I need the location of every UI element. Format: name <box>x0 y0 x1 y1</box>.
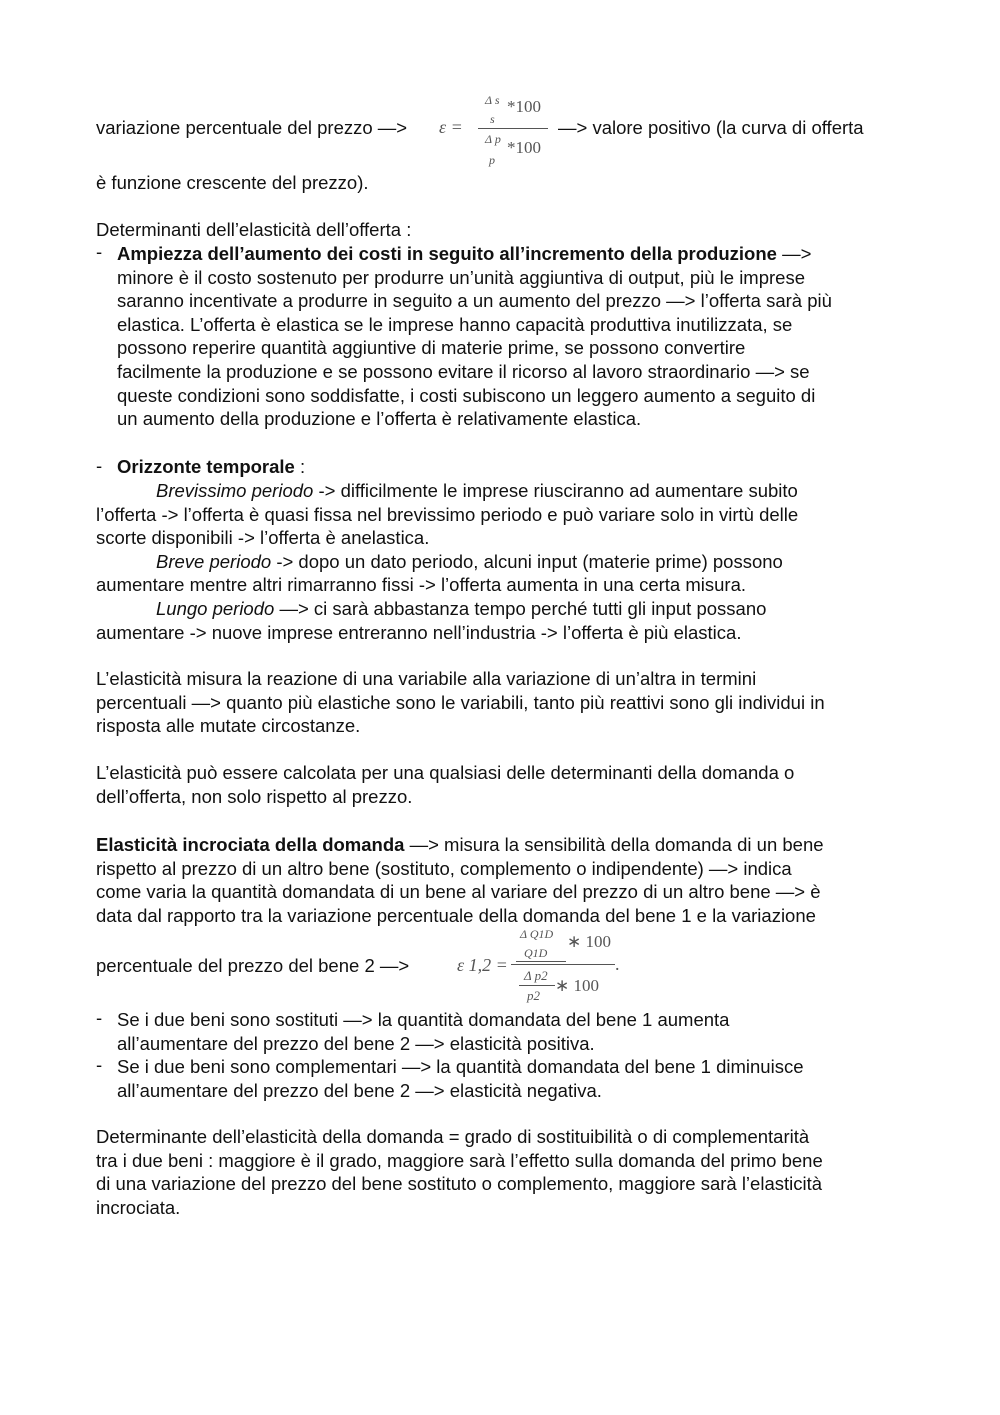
supply-formula-suffix: —> valore positivo (la curva di offerta <box>558 117 864 138</box>
cross-elasticity-paragraph: Elasticità incrociata della domanda —> misura la sensibilità della domanda di un bene rispetto al prezzo di un altro bene (sostituto, complemento o indipendente) —> indica come varia la quantità domandata di un bene al variare del prezzo di un altro bene —> è data dal rapporto tra la variazione percentuale della domanda del bene 1 e la variazione <box>96 834 824 926</box>
cross-num-inner-line <box>516 961 566 962</box>
time-horizon-periods: Brevissimo periodo -> difficilmente le imprese riusciranno ad aumentare subito l’offerta -> l’offerta è quasi fissa nel brevissimo periodo e può variare solo in virtù delle scorte disponibili -> l’offerta è anelastica. Breve periodo -> dopo un dato periodo, alcuni input (materie prime) possono aumentare mentre altri rimarranno fissi -> l’offerta aumenta in una certa misura. Lungo periodo —> ci sarà abbastanza tempo perché tutti gli input possano aumentare -> nuove imprese entreranno nell’industria -> l’offerta è più elastica. <box>96 480 799 643</box>
long-period-term: Lungo periodo <box>156 597 275 619</box>
cross-formula-end: . <box>615 954 620 974</box>
determinant-item-time-horizon: Orizzonte temporale : <box>117 456 306 477</box>
supply-den-top: Δ p <box>485 132 501 146</box>
supply-formula-prefix: variazione percentuale del prezzo —> <box>96 117 408 138</box>
supply-formula-line-2: è funzione crescente del prezzo). <box>96 172 369 193</box>
cross-den-inner-line <box>519 985 555 986</box>
bullet-dash: - <box>96 455 103 476</box>
complements-item: Se i due beni sono complementari —> la quantità domandata del bene 1 diminuisce all’aumentare del prezzo del bene 2 —> elasticità negativa. <box>117 1056 804 1101</box>
substitutes-item: Se i due beni sono sostituti —> la quantità domandata del bene 1 aumenta all’aumentare del prezzo del bene 2 —> elasticità positiva. <box>117 1009 730 1054</box>
cross-num-bottom: Q1D <box>524 946 548 960</box>
supply-fraction-line <box>478 128 548 129</box>
supply-den-mult: *100 <box>507 138 541 157</box>
supply-num-bottom: s <box>490 112 495 126</box>
supply-num-mult: *100 <box>507 97 541 116</box>
cross-den-bottom: p2 <box>527 988 540 1003</box>
supply-formula-lhs: ε = <box>439 117 463 137</box>
cross-den-mult: ∗ 100 <box>555 976 599 995</box>
supply-den-bottom: p <box>489 153 495 167</box>
bullet-dash: - <box>96 1007 103 1028</box>
determinant-paragraph: Determinante dell’elasticità della domanda = grado di sostituibilità o di complementarità tra i due beni : maggiore è il grado, maggiore sarà l’effetto sulla domanda del primo bene di una variazione del prezzo del bene sostituto o complemento, maggiore sarà l’elasticità incrociata. <box>96 1126 823 1218</box>
determinants-heading: Determinanti dell’elasticità dell’offerta : <box>96 219 412 240</box>
elasticity-paragraph: L’elasticità misura la reazione di una variabile alla variazione di un’altra in termini percentuali —> quanto più elastiche sono le variabili, tanto più reattivi sono gli individui in risposta alle mutate circostanze. <box>96 668 825 737</box>
cross-den-top: Δ p2 <box>524 968 548 983</box>
determinant-item-costs: Ampiezza dell’aumento dei costi in seguito all’incremento della produzione —> minore è il costo sostenuto per produrre un’unità aggiuntiva di output, più le imprese saranno incentivate a produrre in seguito a un aumento del prezzo —> l’offerta sarà più elastica. L’offerta è elastica se le imprese hanno capacità produttiva inutilizzata, se possono reperire quantità aggiuntive di materie prime, se possono convertire facilmente la produzione e se possono evitare il ricorso al lavoro straordinario —> se queste condizioni sono soddisfatte, i costi subiscono un leggero aumento a seguito di un aumento della produzione e l’offerta è relativamente elastica. <box>117 243 832 430</box>
cross-formula-prefix: percentuale del prezzo del bene 2 —> <box>96 955 410 976</box>
cross-elasticity-title: Elasticità incrociata della domanda <box>96 834 405 855</box>
bullet-dash: - <box>96 241 103 262</box>
cross-formula-lhs: ε 1,2 = <box>457 955 508 975</box>
cross-num-mult: ∗ 100 <box>567 932 611 951</box>
calculation-paragraph: L’elasticità può essere calcolata per una qualsiasi delle determinanti della domanda o dell’offerta, non solo rispetto al prezzo. <box>96 762 795 807</box>
supply-num-top: Δ s <box>485 93 500 107</box>
bullet-dash: - <box>96 1054 103 1075</box>
cross-num-top: Δ Q1D <box>520 927 554 941</box>
cross-fraction-line <box>511 964 615 965</box>
determinant-costs-title: Ampiezza dell’aumento dei costi in seguito all’incremento della produzione <box>117 243 777 264</box>
very-short-period-term: Brevissimo periodo <box>156 480 314 501</box>
short-period-term: Breve periodo <box>156 550 272 572</box>
time-horizon-title: Orizzonte temporale <box>117 456 295 477</box>
